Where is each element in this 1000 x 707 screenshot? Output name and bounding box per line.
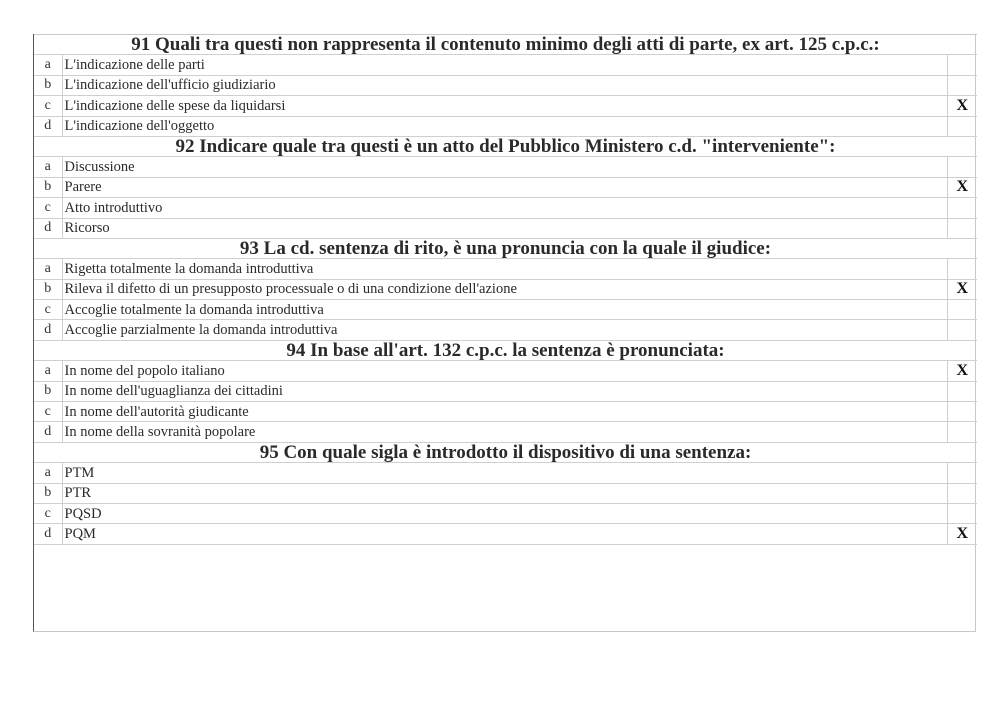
answer-row bbox=[34, 96, 977, 116]
option-text: Atto introduttivo bbox=[62, 198, 947, 218]
answer-row bbox=[34, 463, 977, 483]
option-letter: d bbox=[34, 116, 62, 136]
correct-mark bbox=[947, 402, 977, 422]
question-row bbox=[34, 136, 977, 156]
answer-row bbox=[34, 300, 977, 320]
option-letter: a bbox=[34, 463, 62, 483]
correct-mark bbox=[947, 463, 977, 483]
option-letter: b bbox=[34, 279, 62, 299]
correct-mark bbox=[947, 218, 977, 238]
answer-row bbox=[34, 218, 977, 238]
option-letter: c bbox=[34, 96, 62, 116]
option-letter: a bbox=[34, 157, 62, 177]
option-letter: d bbox=[34, 320, 62, 340]
quiz-table bbox=[34, 34, 977, 545]
question-title: 94 In base all'art. 132 c.p.c. la sentenza è pronunciata: bbox=[34, 340, 977, 360]
correct-mark bbox=[947, 422, 977, 442]
option-letter: d bbox=[34, 524, 62, 544]
correct-mark bbox=[947, 198, 977, 218]
answer-row bbox=[34, 259, 977, 279]
option-text: In nome della sovranità popolare bbox=[62, 422, 947, 442]
option-letter: b bbox=[34, 483, 62, 503]
correct-mark bbox=[947, 75, 977, 95]
answer-row bbox=[34, 75, 977, 95]
option-letter: d bbox=[34, 218, 62, 238]
option-text: Accoglie totalmente la domanda introduttiva bbox=[62, 300, 947, 320]
answer-row bbox=[34, 157, 977, 177]
option-letter: b bbox=[34, 381, 62, 401]
question-title: 92 Indicare quale tra questi è un atto del Pubblico Ministero c.d. "interveniente": bbox=[34, 136, 977, 156]
answer-row bbox=[34, 422, 977, 442]
correct-mark: X bbox=[947, 279, 977, 299]
option-text: Accoglie parzialmente la domanda introduttiva bbox=[62, 320, 947, 340]
answer-row bbox=[34, 177, 977, 197]
option-text: PTM bbox=[62, 463, 947, 483]
correct-mark: X bbox=[947, 177, 977, 197]
option-text: L'indicazione delle spese da liquidarsi bbox=[62, 96, 947, 116]
option-text: In nome dell'uguaglianza dei cittadini bbox=[62, 381, 947, 401]
correct-mark bbox=[947, 381, 977, 401]
option-text: PQM bbox=[62, 524, 947, 544]
correct-mark: X bbox=[947, 524, 977, 544]
option-letter: a bbox=[34, 55, 62, 75]
question-title: 91 Quali tra questi non rappresenta il contenuto minimo degli atti di parte, ex art. 125 c.p.c.: bbox=[34, 35, 977, 55]
answer-row bbox=[34, 503, 977, 523]
answer-row bbox=[34, 402, 977, 422]
correct-mark bbox=[947, 55, 977, 75]
option-letter: d bbox=[34, 422, 62, 442]
option-text: PTR bbox=[62, 483, 947, 503]
correct-mark bbox=[947, 300, 977, 320]
correct-mark: X bbox=[947, 361, 977, 381]
question-row bbox=[34, 238, 977, 258]
question-row bbox=[34, 35, 977, 55]
correct-mark bbox=[947, 320, 977, 340]
option-letter: a bbox=[34, 361, 62, 381]
answer-row bbox=[34, 279, 977, 299]
option-text: L'indicazione dell'ufficio giudiziario bbox=[62, 75, 947, 95]
question-row bbox=[34, 340, 977, 360]
answer-row bbox=[34, 361, 977, 381]
answer-row bbox=[34, 381, 977, 401]
answer-row bbox=[34, 524, 977, 544]
correct-mark bbox=[947, 503, 977, 523]
answer-row bbox=[34, 198, 977, 218]
answer-row bbox=[34, 55, 977, 75]
correct-mark bbox=[947, 483, 977, 503]
answer-row bbox=[34, 116, 977, 136]
quiz-sheet bbox=[33, 34, 976, 632]
option-text: In nome dell'autorità giudicante bbox=[62, 402, 947, 422]
option-text: L'indicazione delle parti bbox=[62, 55, 947, 75]
option-letter: b bbox=[34, 177, 62, 197]
option-letter: c bbox=[34, 503, 62, 523]
correct-mark bbox=[947, 259, 977, 279]
correct-mark: X bbox=[947, 96, 977, 116]
option-text: Parere bbox=[62, 177, 947, 197]
option-letter: c bbox=[34, 300, 62, 320]
option-text: L'indicazione dell'oggetto bbox=[62, 116, 947, 136]
option-text: Rigetta totalmente la domanda introduttiva bbox=[62, 259, 947, 279]
option-letter: c bbox=[34, 402, 62, 422]
correct-mark bbox=[947, 116, 977, 136]
option-text: Rileva il difetto di un presupposto processuale o di una condizione dell'azione bbox=[62, 279, 947, 299]
question-title: 93 La cd. sentenza di rito, è una pronuncia con la quale il giudice: bbox=[34, 238, 977, 258]
option-text: Ricorso bbox=[62, 218, 947, 238]
answer-row bbox=[34, 483, 977, 503]
option-text: PQSD bbox=[62, 503, 947, 523]
question-title: 95 Con quale sigla è introdotto il dispositivo di una sentenza: bbox=[34, 442, 977, 462]
option-letter: a bbox=[34, 259, 62, 279]
question-row bbox=[34, 442, 977, 462]
option-letter: b bbox=[34, 75, 62, 95]
correct-mark bbox=[947, 157, 977, 177]
option-text: Discussione bbox=[62, 157, 947, 177]
answer-row bbox=[34, 320, 977, 340]
option-letter: c bbox=[34, 198, 62, 218]
option-text: In nome del popolo italiano bbox=[62, 361, 947, 381]
